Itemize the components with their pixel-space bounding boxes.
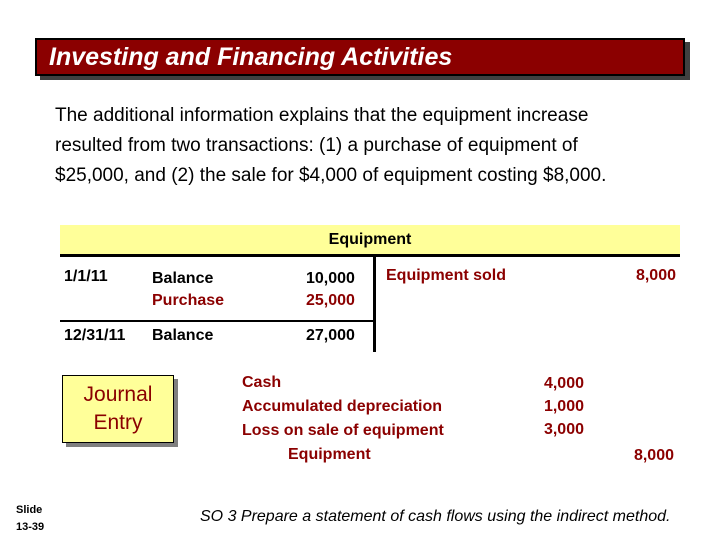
je-debit-account: Cash — [242, 374, 282, 391]
journal-entry-box — [62, 375, 174, 443]
study-objective: SO 3 Prepare a statement of cash flows using the indirect method. — [200, 508, 671, 525]
t-amount: 10,000 — [306, 270, 355, 287]
t-account-title: Equipment — [328, 231, 412, 248]
je-debit-amount: 4,000 — [543, 375, 584, 392]
je-credit-amount: 8,000 — [633, 447, 674, 464]
t-amount: 27,000 — [306, 327, 355, 344]
t-account-balance-line — [60, 320, 375, 322]
je-debit-amount: 3,000 — [543, 421, 584, 438]
intro-line: The additional information explains that the equipment increase — [55, 105, 589, 126]
intro-line: $25,000, and (2) the sale for $4,000 of equipment costing $8,000. — [55, 165, 607, 186]
t-label: Balance — [152, 327, 214, 344]
t-label: Balance — [152, 270, 214, 287]
intro-paragraph — [55, 101, 705, 191]
journal-entry-box-line: Journal — [83, 383, 153, 406]
journal-entry-box-line: Entry — [93, 411, 143, 434]
t-account-header — [60, 225, 680, 257]
je-credit-account: Equipment — [288, 446, 371, 463]
t-date: 12/31/11 — [64, 327, 126, 344]
t-account-divider — [373, 257, 376, 352]
t-credit-amount: 8,000 — [635, 267, 676, 284]
title-bar — [35, 38, 685, 76]
t-date: 1/1/11 — [64, 268, 108, 285]
t-label: Purchase — [152, 292, 225, 309]
t-credit-label: Equipment sold — [386, 267, 506, 284]
je-debit-account: Loss on sale of equipment — [242, 422, 444, 439]
t-amount: 25,000 — [306, 292, 355, 309]
je-debit-amount: 1,000 — [543, 398, 584, 415]
intro-line: resulted from two transactions: (1) a purchase of equipment of — [55, 135, 578, 156]
slide-number: Slide 13-39 — [16, 504, 45, 533]
je-debit-account: Accumulated depreciation — [242, 398, 443, 415]
slide-title: Investing and Financing Activities — [49, 42, 453, 71]
